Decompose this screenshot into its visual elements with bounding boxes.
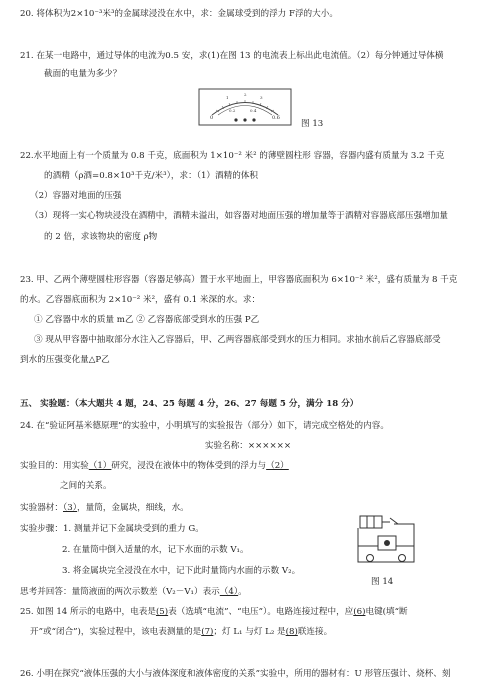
q25-text: 电键(填“断 xyxy=(365,607,408,617)
question-23-line4: ③ 现从甲容器中抽取部分水注入乙容器后，甲、乙两容器底部受到水的压力相同。求抽水前后乙容器底部受 xyxy=(34,335,441,345)
think-end: 。 xyxy=(238,587,247,597)
meter-label: 1 xyxy=(226,95,229,100)
meter-label: 0.2 xyxy=(229,108,236,113)
blank-3: （3） xyxy=(62,503,78,513)
ammeter-figure-13 xyxy=(198,88,292,126)
experiment-step-1: 实验步骤：1. 测量并记下金属块受到的重力 G。 xyxy=(20,524,204,534)
question-23-line3: ① 乙容器中水的质量 m乙 ② 乙容器底部受到水的压强 P乙 xyxy=(34,315,260,325)
question-21-line2: 截面的电量为多少？ xyxy=(44,69,122,79)
figure-14-label: 图 14 xyxy=(371,577,394,587)
question-23-line1: 23. 甲、乙两个薄壁圆柱形容器（容器足够高）置于水平地面上，甲容器底面积为 6×10⁻² 米²，盛有质量为 8 千克 xyxy=(20,275,458,285)
question-23-line2: 的水。乙容器底面积为 2×10⁻² 米²，盛有 0.1 米深的水。求： xyxy=(20,295,261,305)
blank-6: (6) xyxy=(353,607,366,617)
question-22-line5: 的 2 倍，求该物块的密度 ρ物 xyxy=(44,232,158,242)
think-text: 思考并回答：量筒液面的两次示数差（V₂－V₁）表示 xyxy=(20,587,220,597)
experiment-think xyxy=(20,586,247,598)
question-22-line2: 的酒精（ρ酒=0.8×10³千克/米³），求：（1）酒精的体积 xyxy=(44,171,258,181)
q25-text: ；灯 L₁ 与灯 L₂ 是 xyxy=(213,627,286,637)
question-24-line1: 24. 在“验证阿基米德原理”的实验中，小明填写的实验报告（部分）如下，请完成空格处的内容。 xyxy=(20,421,389,431)
q25-text: 开”或“闭合”)，实验过程中，该电表测量的是 xyxy=(30,627,202,637)
question-21-line1: 21. 在某一电路中，通过导体的电流为0.5 安，求(1)在图 13 的电流表上标出此电流值。（2）每分钟通过导体横 xyxy=(20,51,444,61)
experiment-step-2: 2. 在量筒中倒入适量的水，记下水面的示数 V₁。 xyxy=(62,545,249,555)
meter-label: 2 xyxy=(244,92,247,97)
question-26: 26. 小明在探究“液体压强的大小与液体深度和液体密度的关系”实验中，所用的器材有：U 形管压强计、烧杯、刻 xyxy=(20,669,451,679)
equipment-text: ，量筒，金属块，细线，水。 xyxy=(77,503,189,513)
blank-2: （2） xyxy=(266,461,289,471)
equipment-label: 实验器材： xyxy=(20,503,63,513)
section-5-heading: 五、 实验题：（本大题共 4 题，24、25 每题 4 分，26、27 每题 5 分，满分 18 分） xyxy=(20,399,359,409)
question-25-line2 xyxy=(30,626,332,638)
question-25-line1 xyxy=(20,606,408,618)
question-22-line4: （3）现将一实心物块浸没在酒精中，酒精未溢出，如容器对地面压强的增加量等于酒精对容器底部压强增加量 xyxy=(30,211,448,221)
question-20: 20. 将体积为2×10⁻³米³的金属球浸没在水中，求：金属球受到的浮力 F浮的大小。 xyxy=(20,9,338,19)
blank-1: （1） xyxy=(88,461,112,471)
figure-13-label: 图 13 xyxy=(301,119,324,129)
blank-5: (5) xyxy=(155,607,169,617)
q25-text: 25. 如图 14 所示的电路中，电表是 xyxy=(20,607,156,617)
blank-7: (7) xyxy=(201,627,214,637)
experiment-purpose xyxy=(20,460,289,472)
q25-text: 联连接。 xyxy=(297,627,333,637)
meter-label: 0 xyxy=(210,115,214,121)
purpose-text: 实验目的：用实验 xyxy=(20,461,89,471)
circuit-figure-14 xyxy=(354,512,418,570)
question-22-line3: （2）容器对地面的压强 xyxy=(30,191,122,201)
experiment-name: 实验名称：×××××× xyxy=(204,441,292,451)
blank-4: （4） xyxy=(219,587,239,597)
meter-label: 3 xyxy=(260,95,263,100)
question-23-line5: 到水的压强变化量△P乙 xyxy=(20,355,110,365)
meter-label: 0.4 xyxy=(250,108,257,113)
blank-8: (8) xyxy=(285,627,298,637)
purpose-continued: 之间的关系。 xyxy=(60,481,112,491)
purpose-text: 研究，浸没在液体中的物体受到的浮力与 xyxy=(111,461,267,471)
experiment-step-3: 3. 将金属块完全浸没在水中，记下此时量筒内水面的示数 V₂。 xyxy=(62,566,301,576)
meter-label: 0.6 xyxy=(272,115,280,121)
q25-text: 表（选填“电流”、“电压”）。电路连接过程中，应 xyxy=(168,607,354,617)
experiment-equipment xyxy=(20,502,189,514)
question-22-line1: 22.水平地面上有一个质量为 0.8 千克，底面积为 1×10⁻² 米² 的薄壁圆柱形 容器，容器内盛有质量为 3.2 千克 xyxy=(20,151,445,161)
